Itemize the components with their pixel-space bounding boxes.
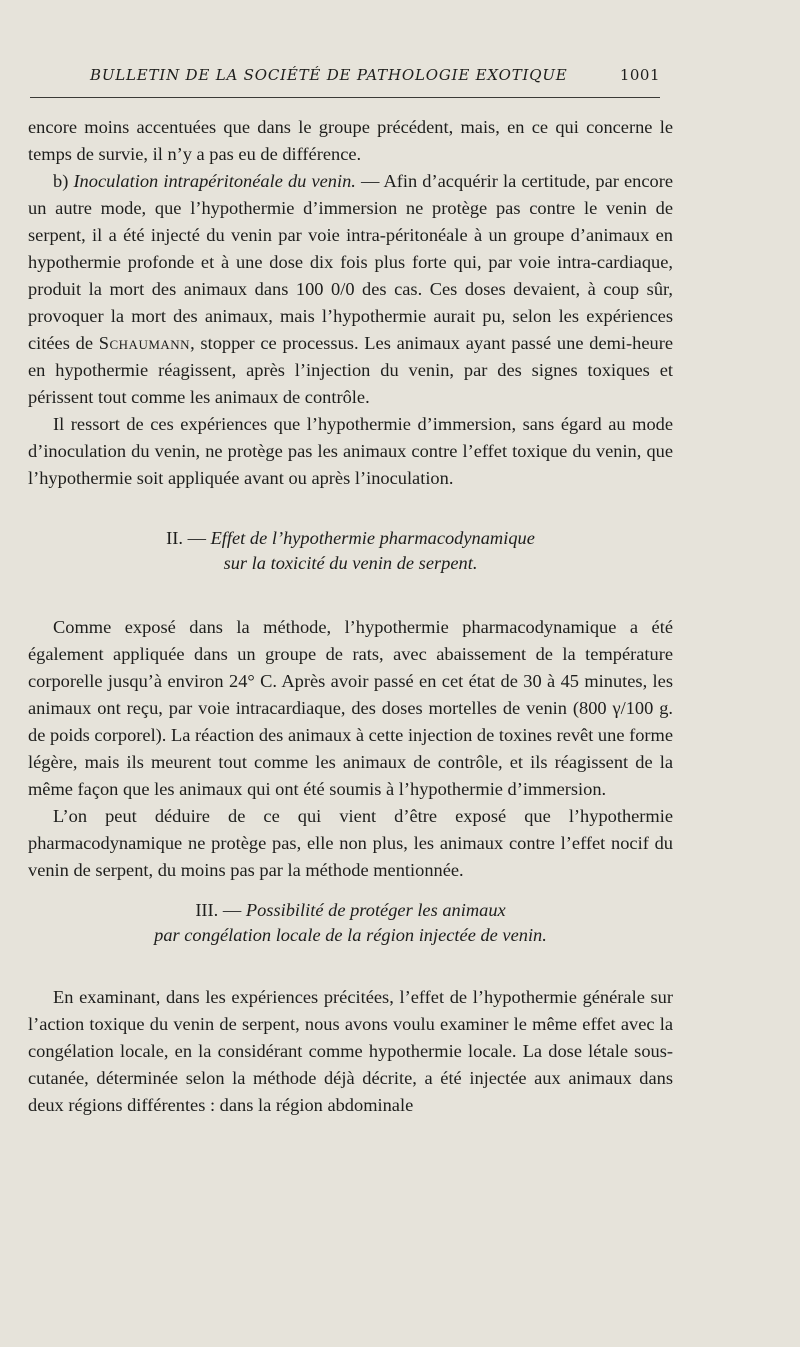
paragraph-text: — Afin d’acquérir la certitude, par encore un autre mode, que l’hypothermie d’immersion ne protège pas contre le venin de serpent, il a été injecté du venin par voie intra-péritonéale à un groupe d’animaux en hypothermie profonde et à une dose dix fois plus forte qui, par voie intra-cardiaque, produit la mort des animaux dans 100 0/0 des cas. Ces doses devaient, à coup sûr, provoquer la mort des animaux, mais l’hypothermie aurait pu, selon les expériences citées de (28, 171, 673, 353)
section-title-line: Effet de l’hypothermie pharmacodynamique (210, 528, 535, 548)
subsection-title: Inoculation intrapéritonéale du venin. (73, 171, 356, 191)
running-header (90, 66, 660, 84)
section-heading-3 (28, 898, 673, 948)
page-number: 1001 (619, 66, 660, 84)
section-number: III. — (195, 900, 246, 920)
paragraph-pharmacodynamic: Comme exposé dans la méthode, l’hypothermie pharmacodynamique a été également appliquée dans un groupe de rats, avec abaissement de la température corporelle jusqu’à environ 24° C. Après avoir passé en cet état de 30 à 45 minutes, les animaux ont reçu, par voie intracardiaque, des doses mortelles de venin (800 γ/100 g. de poids corporel). La réaction des animaux à cette injection de toxines revêt une forme légère, mais ils meurent tout comme les animaux de contrôle, et ils réagissent de la même façon que les animaux qui ont été soumis à l’hypothermie d’immersion. (28, 617, 673, 799)
paragraph-local-freezing: En examinant, dans les expériences précitées, l’effet de l’hypothermie générale sur l’action toxique du venin de serpent, nous avons voulu examiner le même effet avec la congélation locale, en la considérant comme hypothermie locale. La dose létale sous-cutanée, déterminée selon la méthode déjà décrite, a été injectée aux animaux dans deux régions différentes : dans la région abdominale (28, 987, 673, 1115)
section-title-line: par congélation locale de la région injectée de venin. (154, 925, 547, 945)
running-title: BULLETIN DE LA SOCIÉTÉ DE PATHOLOGIE EXOTIQUE (90, 66, 568, 84)
paragraph-conclusion-immersion: Il ressort de ces expériences que l’hypothermie d’immersion, sans égard au mode d’inoculation du venin, ne protège pas les animaux contre l’effet toxique du venin, que l’hypothermie soit appliquée avant ou après l’inoculation. (28, 414, 673, 488)
section-title-line: Possibilité de protéger les animaux (245, 900, 506, 920)
section-heading-2 (28, 526, 673, 576)
paragraph-deduction: L’on peut déduire de ce qui vient d’être exposé que l’hypothermie pharmacodynamique ne protège pas, elle non plus, les animaux contre l’effet nocif du venin de serpent, du moins pas par la méthode mentionnée. (28, 806, 673, 880)
author-name: Schaumann (98, 333, 191, 353)
subsection-label: b) (53, 171, 69, 191)
section-number: II. — (166, 528, 211, 548)
paragraph-intraperitoneal (28, 168, 673, 411)
header-rule (30, 97, 660, 98)
body-text (28, 114, 673, 1119)
paragraph-text: , stopper ce processus. Les animaux ayant passé une demi-heure en hypothermie réagissent, après l’injection du venin, par des signes toxiques et périssent tout comme les animaux de contrôle. (28, 333, 673, 407)
section-title-line: sur la toxicité du venin de serpent. (223, 553, 478, 573)
paragraph-continuation: encore moins accentuées que dans le groupe précédent, mais, en ce qui concerne le temps de survie, il n’y a pas eu de différence. (28, 117, 673, 164)
